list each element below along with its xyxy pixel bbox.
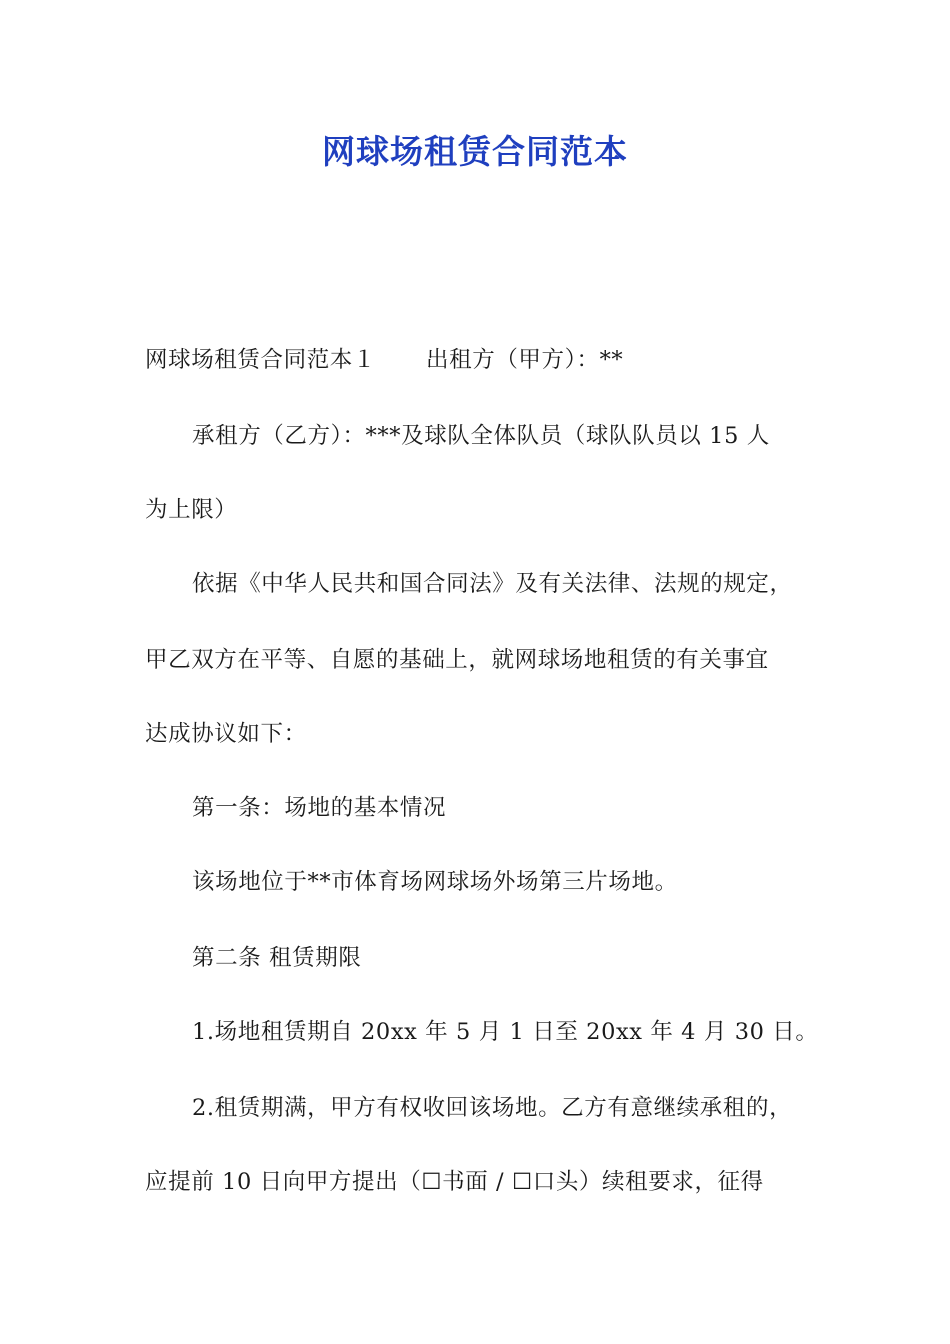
paragraph-line-3: 为上限） <box>145 497 238 523</box>
paragraph-line-10: 1.场地租赁期自 20xx 年 5 月 1 日至 20xx 年 4 月 30 日。 <box>192 1019 819 1045</box>
paragraph-line-11: 2.租赁期满，甲方有权收回该场地。乙方有意继续承租的， <box>192 1095 793 1121</box>
lessor-party: 出租方（甲方）：** <box>426 347 624 373</box>
paragraph-line-4: 依据《中华人民共和国合同法》及有关法律、法规的规定， <box>192 571 793 597</box>
paragraph-line-1 <box>145 342 623 378</box>
paragraph-line-12: 应提前 10 日向甲方提出（☐书面 / ☐口头）续租要求，征得 <box>145 1169 764 1195</box>
paragraph-line-5: 甲乙双方在平等、自愿的基础上，就网球场地租赁的有关事宜 <box>145 647 769 673</box>
paragraph-line-6: 达成协议如下： <box>145 721 307 747</box>
section-heading-2: 第二条 租赁期限 <box>192 945 362 971</box>
paragraph-line-2: 承租方（乙方）：***及球队全体队员（球队队员以 15 人 <box>192 423 770 449</box>
contract-heading: 网球场租赁合同范本１ <box>145 347 377 373</box>
paragraph-line-8: 该场地位于**市体育场网球场外场第三片场地。 <box>192 869 678 895</box>
document-title: 网球场租赁合同范本 <box>322 132 628 171</box>
section-heading-1: 第一条：场地的基本情况 <box>192 795 447 821</box>
